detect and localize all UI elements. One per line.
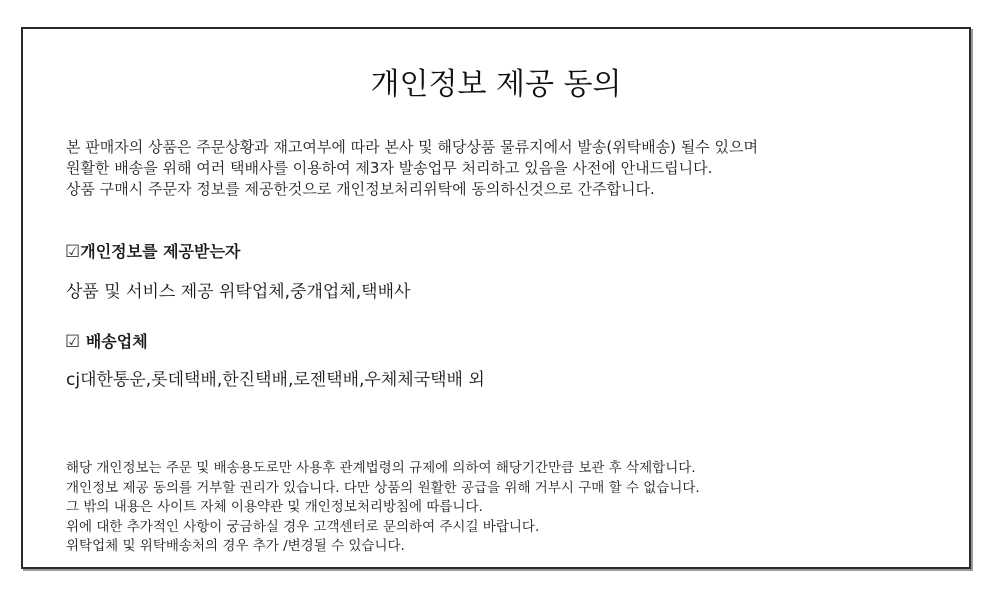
consent-notice-box	[21, 27, 971, 569]
recipients-body: 상품 및 서비스 제공 위탁업체,중개업체,택배사	[66, 282, 411, 302]
checkbox-icon: ☑	[65, 242, 81, 262]
recipients-heading-label: 개인정보를 제공받는자	[80, 242, 241, 261]
note-line: 개인정보 제공 동의를 거부할 권리가 있습니다. 다만 상품의 원활한 공급을 위해 거부시 구매 할 수 없습니다.	[66, 479, 700, 496]
page-title: 개인정보 제공 동의	[370, 67, 622, 102]
note-line: 위탁업체 및 위탁배송처의 경우 추가 /변경될 수 있습니다.	[66, 538, 405, 554]
notes-paragraph	[66, 459, 946, 557]
intro-paragraph	[66, 137, 946, 200]
recipients-heading	[65, 241, 240, 263]
checkbox-icon: ☑	[65, 332, 81, 352]
carriers-body: cj대한통운,롯데택배,한진택배,로젠택배,우체체국택배 외	[66, 370, 485, 390]
note-line: 그 밖의 내용은 사이트 자체 이용약관 및 개인정보처리방침에 따릅니다.	[66, 499, 483, 515]
note-line: 해당 개인정보는 주문 및 배송용도로만 사용후 관계법령의 규제에 의하여 해당기간만큼 보관 후 삭제합니다.	[66, 460, 696, 476]
intro-line: 상품 구매시 주문자 정보를 제공한것으로 개인정보처리위탁에 동의하신것으로 간주합니다.	[66, 180, 655, 198]
carriers-heading-label: 배송업체	[80, 332, 148, 351]
intro-line: 원활한 배송을 위해 여러 택배사를 이용하여 제3자 발송업무 처리하고 있음을 사전에 안내드립니다.	[66, 159, 713, 177]
note-line: 위에 대한 추가적인 사항이 궁금하실 경우 고객센터로 문의하여 주시길 바랍니다.	[66, 518, 540, 535]
carriers-heading	[65, 331, 148, 353]
intro-line: 본 판매자의 상품은 주문상황과 재고여부에 따라 본사 및 해당상품 물류지에서 발송(위탁배송) 될수 있으며	[66, 138, 758, 156]
